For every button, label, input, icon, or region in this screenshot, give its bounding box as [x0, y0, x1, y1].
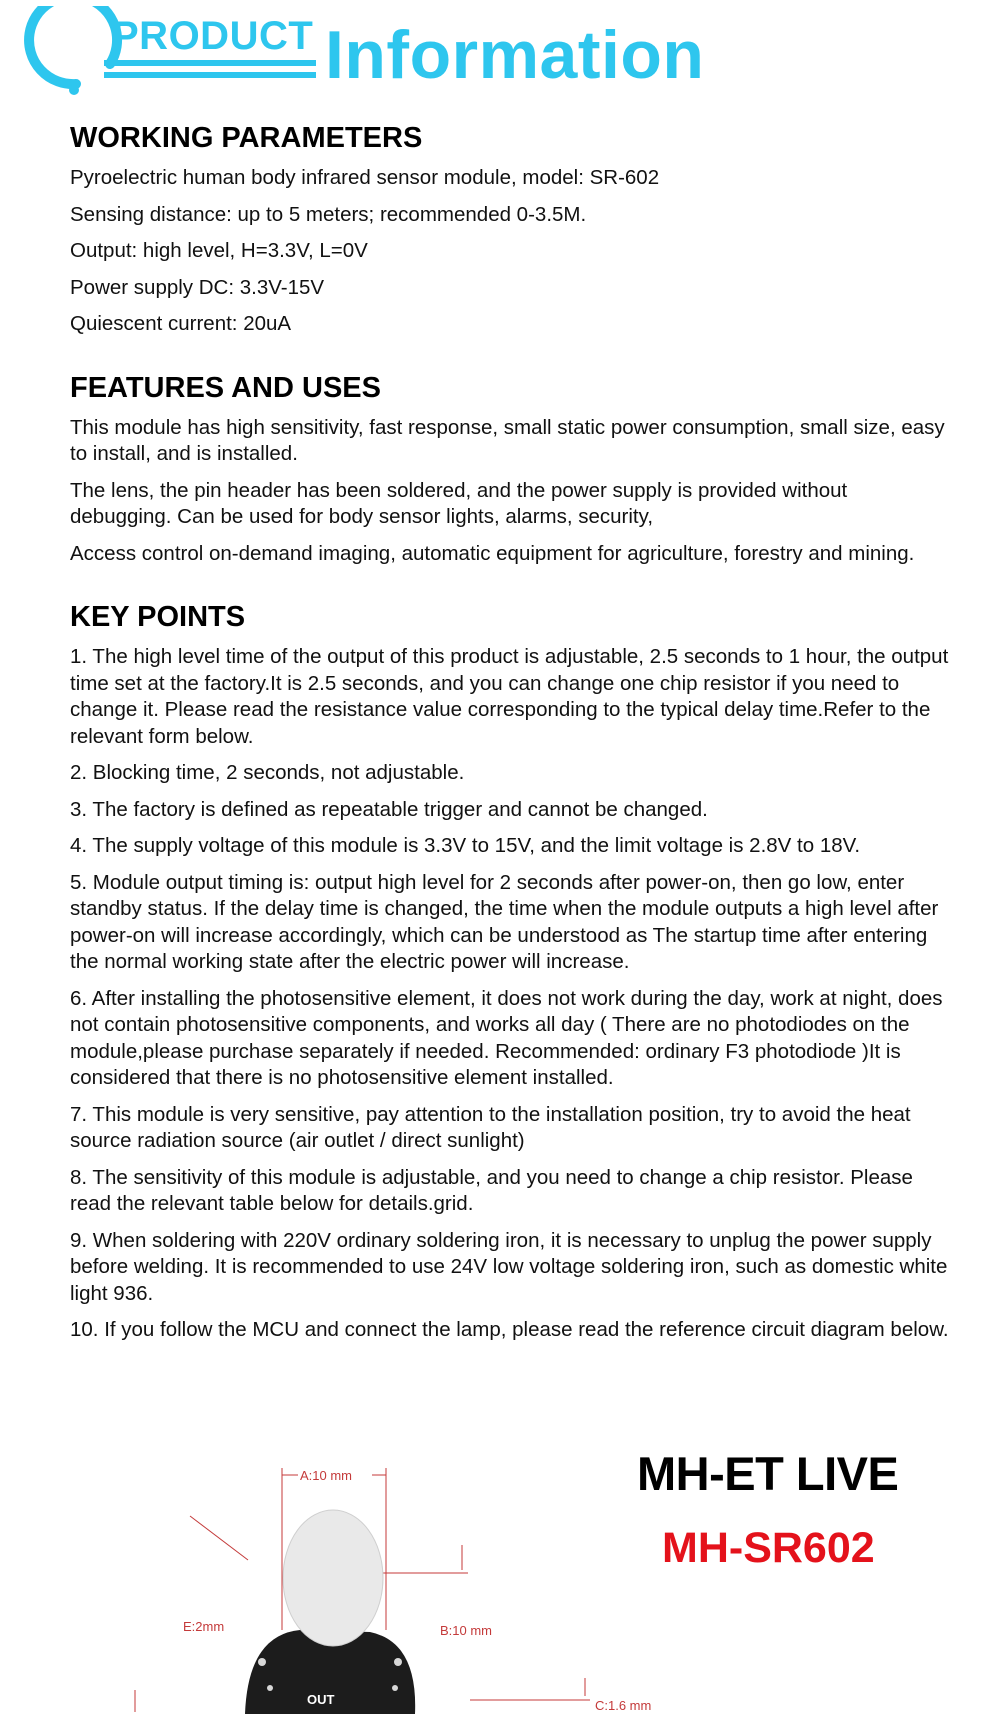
key-point: 10. If you follow the MCU and connect the lamp, please read the reference circuit diagram below.: [70, 1318, 949, 1341]
feature-paragraph: Access control on-demand imaging, automatic equipment for agriculture, forestry and mining.: [70, 541, 915, 565]
header-information-title: Information: [325, 17, 705, 93]
key-point: 6. After installing the photosensitive element, it does not work during the day, work at night, does not contain photosensitive components, and works all day ( There are no photodiodes on the module,please purchase separately if needed. Recommended: ordinary F3 photodiode )It is considered that there is no photosensitive element installed.: [70, 986, 943, 1089]
dimension-b-label: B:10 mm: [440, 1623, 493, 1638]
header-product-label: PRODUCT: [112, 14, 314, 58]
dimension-a-label: A:10 mm: [300, 1468, 353, 1483]
section-title: KEY POINTS: [70, 601, 246, 633]
working-parameters-section: [70, 122, 950, 338]
feature-paragraph: This module has high sensitivity, fast response, small static power consumption, small size, easy to install, and is installed.: [70, 415, 945, 465]
key-point: 1. The high level time of the output of this product is adjustable, 2.5 seconds to 1 hour, the output time set at the factory.It is 2.5 seconds, and you can change one chip resistor if you need to change it. Please read the resistance value corresponding to the typical delay time.Refer to the relevant form below.: [70, 645, 949, 748]
spec-line: Quiescent current: 20uA: [70, 312, 292, 335]
spec-line: Output: high level, H=3.3V, L=0V: [70, 239, 368, 262]
key-point: 7. This module is very sensitive, pay attention to the installation position, try to avoid the heat source radiation source (air outlet / direct sunlight): [70, 1102, 911, 1152]
key-points-section: [70, 601, 950, 1344]
feature-paragraph: The lens, the pin header has been soldered, and the power supply is provided without debugging. Can be used for body sensor lights, alarms, security,: [70, 478, 848, 528]
sensor-module-icon: [245, 1510, 415, 1714]
section-title: FEATURES AND USES: [70, 371, 381, 404]
key-point: 2. Blocking time, 2 seconds, not adjustable.: [70, 761, 465, 784]
features-section: [70, 372, 950, 568]
dimension-e-label: E:2mm: [183, 1619, 225, 1634]
spec-line: Power supply DC: 3.3V-15V: [70, 275, 325, 299]
dimension-c-label: C:1.6 mm: [595, 1698, 652, 1713]
brand-name: MH-ET LIVE: [637, 1447, 899, 1500]
spec-line: Sensing distance: up to 5 meters; recommended 0-3.5M.: [70, 202, 587, 226]
pin-out-label: OUT: [307, 1692, 335, 1707]
section-title: WORKING PARAMETERS: [70, 122, 423, 154]
key-point: 5. Module output timing is: output high level for 2 seconds after power-on, then go low, enter standby status. If the delay time is changed, the time when the module outputs a high level after power-on will increase accordingly, which can be understood as The startup time after entering the normal working state after the electric power will increase.: [70, 870, 939, 973]
spec-line: Pyroelectric human body infrared sensor module, model: SR-602: [70, 166, 660, 189]
model-name: MH-SR602: [662, 1524, 875, 1572]
key-point: 4. The supply voltage of this module is 3.3V to 15V, and the limit voltage is 2.8V to 18V.: [70, 834, 861, 857]
key-point: 3. The factory is defined as repeatable trigger and cannot be changed.: [70, 797, 708, 821]
page-header: [0, 0, 1000, 110]
spec-content: [70, 122, 950, 1378]
key-point: 8. The sensitivity of this module is adjustable, and you need to change a chip resistor. Please read the relevant table below for details.grid.: [70, 1165, 913, 1215]
key-point: 9. When soldering with 220V ordinary soldering iron, it is necessary to unplug the power supply before welding. It is recommended to use 24V low voltage soldering iron, such as domestic white light 936.: [70, 1228, 948, 1305]
